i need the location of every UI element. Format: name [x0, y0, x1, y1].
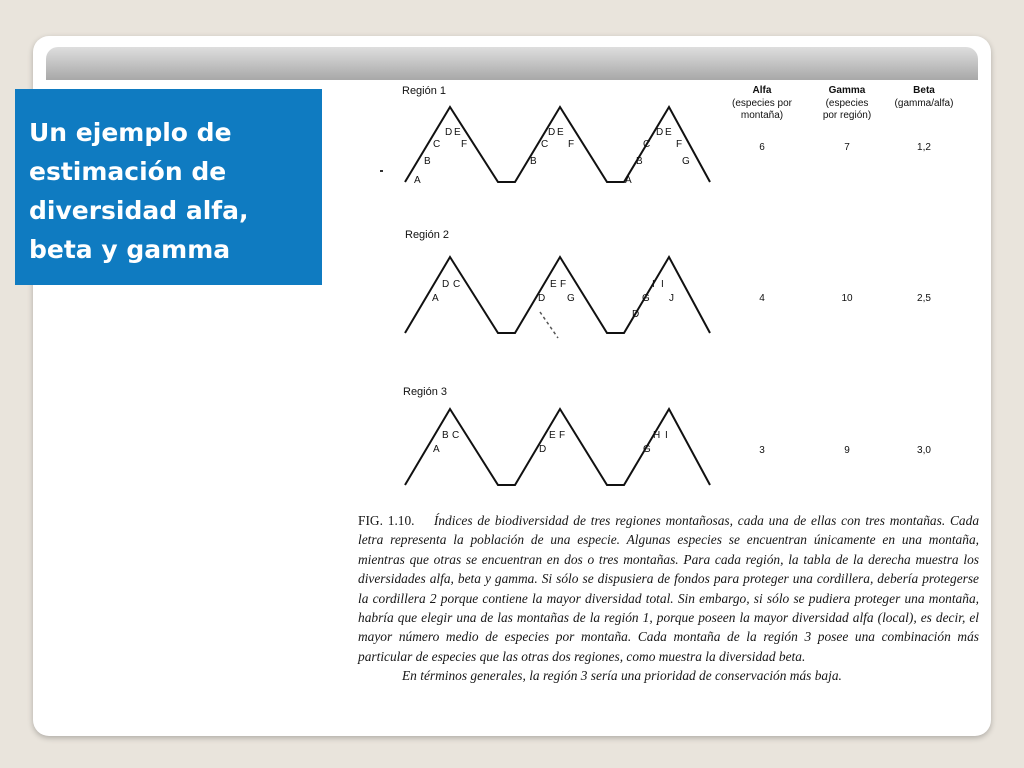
- species-letter: G: [643, 444, 651, 455]
- species-letter: D: [445, 127, 453, 138]
- species-letter: B: [636, 156, 643, 167]
- species-letter: G: [682, 156, 690, 167]
- header-alfa: [732, 85, 793, 121]
- species-letter: E: [454, 127, 461, 138]
- region-2-alfa: 4: [759, 293, 765, 304]
- diversity-figure: [360, 80, 980, 510]
- species-letter: A: [625, 175, 632, 186]
- species-letter: E: [549, 430, 556, 441]
- region-3-label: Región 3: [403, 386, 448, 398]
- species-letter: E: [665, 127, 672, 138]
- species-letter: A: [414, 175, 421, 186]
- title-box: [15, 89, 322, 285]
- region-1-beta: 1,2: [917, 142, 931, 153]
- header-beta-title: Beta: [913, 85, 935, 96]
- region-3-mountains: [405, 409, 710, 485]
- species-letter: E: [550, 279, 557, 290]
- species-letter: F: [560, 279, 567, 290]
- species-letter: D: [632, 309, 640, 320]
- header-gamma-line1: (especies: [825, 98, 869, 109]
- region-2-gamma: 10: [841, 293, 853, 304]
- region-2-beta: 2,5: [917, 293, 931, 304]
- species-letter: I: [661, 279, 664, 290]
- species-letter: E: [557, 127, 564, 138]
- species-letter: C: [643, 139, 651, 150]
- caption-body: Índices de biodiversidad de tres regiones montañosas, cada una de ellas con tres montañas. Cada letra representa la población de una especie. Algunas especies se encuentran únicamente en una montaña, mientras que otras se encuentran en dos o tres montañas. Para cada región, la tabla de la derecha muestra los diversidades alfa, beta y gamma. Si sólo se dispusiera de fondos para proteger una cordillera, debería protegerse la cordillera 2 porque contiene la mayor diversidad total. Sin embargo, si sólo se pudiera proteger una montaña, habría que elegir una de las montañas de la región 1, porque poseen la mayor diversidad alfa (local), es decir, el mayor número medio de especies por montaña. Cada montaña de la región 3 posee una combinación más particular de especies que las otras dos regiones, como muestra la diversidad beta.: [358, 513, 980, 664]
- dashed-mark: [540, 312, 558, 338]
- species-letter: A: [433, 444, 440, 455]
- region-1-alfa: 6: [759, 142, 765, 153]
- region-3-gamma: 9: [844, 445, 850, 456]
- species-letter: D: [656, 127, 664, 138]
- slide-header-bar: [46, 47, 978, 80]
- caption-last-line: En términos generales, la región 3 sería una prioridad de conservación más baja.: [402, 668, 842, 684]
- region-3-beta: 3,0: [917, 445, 931, 456]
- species-letter: D: [442, 279, 450, 290]
- header-gamma-title: Gamma: [828, 85, 866, 96]
- species-letter: H: [653, 430, 661, 441]
- species-letter: G: [642, 293, 650, 304]
- header-alfa-line1: (especies por: [731, 98, 793, 109]
- region-3-alfa: 3: [759, 445, 765, 456]
- species-letter: C: [452, 430, 460, 441]
- header-gamma: [823, 85, 871, 121]
- header-gamma-line2: por región): [822, 110, 872, 121]
- header-alfa-line2: montaña): [740, 110, 784, 121]
- header-beta: [895, 85, 954, 109]
- header-alfa-title: Alfa: [752, 85, 772, 96]
- species-letter: B: [442, 430, 449, 441]
- species-letter: B: [530, 156, 537, 167]
- region-1-gamma: 7: [844, 142, 850, 153]
- caption-lead: FIG. 1.10.: [358, 513, 415, 528]
- region-1-species: [414, 127, 690, 186]
- region-1-label: Región 1: [402, 85, 447, 97]
- species-letter: F: [461, 139, 468, 150]
- species-letter: D: [548, 127, 556, 138]
- species-letter: F: [568, 139, 575, 150]
- species-letter: I: [652, 279, 655, 290]
- species-letter: G: [567, 293, 575, 304]
- species-letter: J: [669, 293, 674, 304]
- species-letter: D: [538, 293, 546, 304]
- species-letter: C: [433, 139, 441, 150]
- region-3-species: [433, 430, 668, 455]
- species-letter: A: [432, 293, 439, 304]
- figure-caption: [358, 511, 979, 686]
- species-letter: C: [541, 139, 549, 150]
- species-letter: C: [453, 279, 461, 290]
- species-letter: I: [665, 430, 668, 441]
- species-letter: F: [676, 139, 683, 150]
- species-letter: B: [424, 156, 431, 167]
- species-letter: F: [559, 430, 566, 441]
- region-1-mountains: [405, 107, 710, 182]
- species-letter: D: [539, 444, 547, 455]
- slide-title: Un ejemplo de estimación de diversidad alfa, beta y gamma: [29, 118, 249, 264]
- region-2-label: Región 2: [405, 229, 450, 241]
- region-2-mountains: [405, 257, 710, 333]
- header-beta-line1: (gamma/alfa): [894, 98, 954, 109]
